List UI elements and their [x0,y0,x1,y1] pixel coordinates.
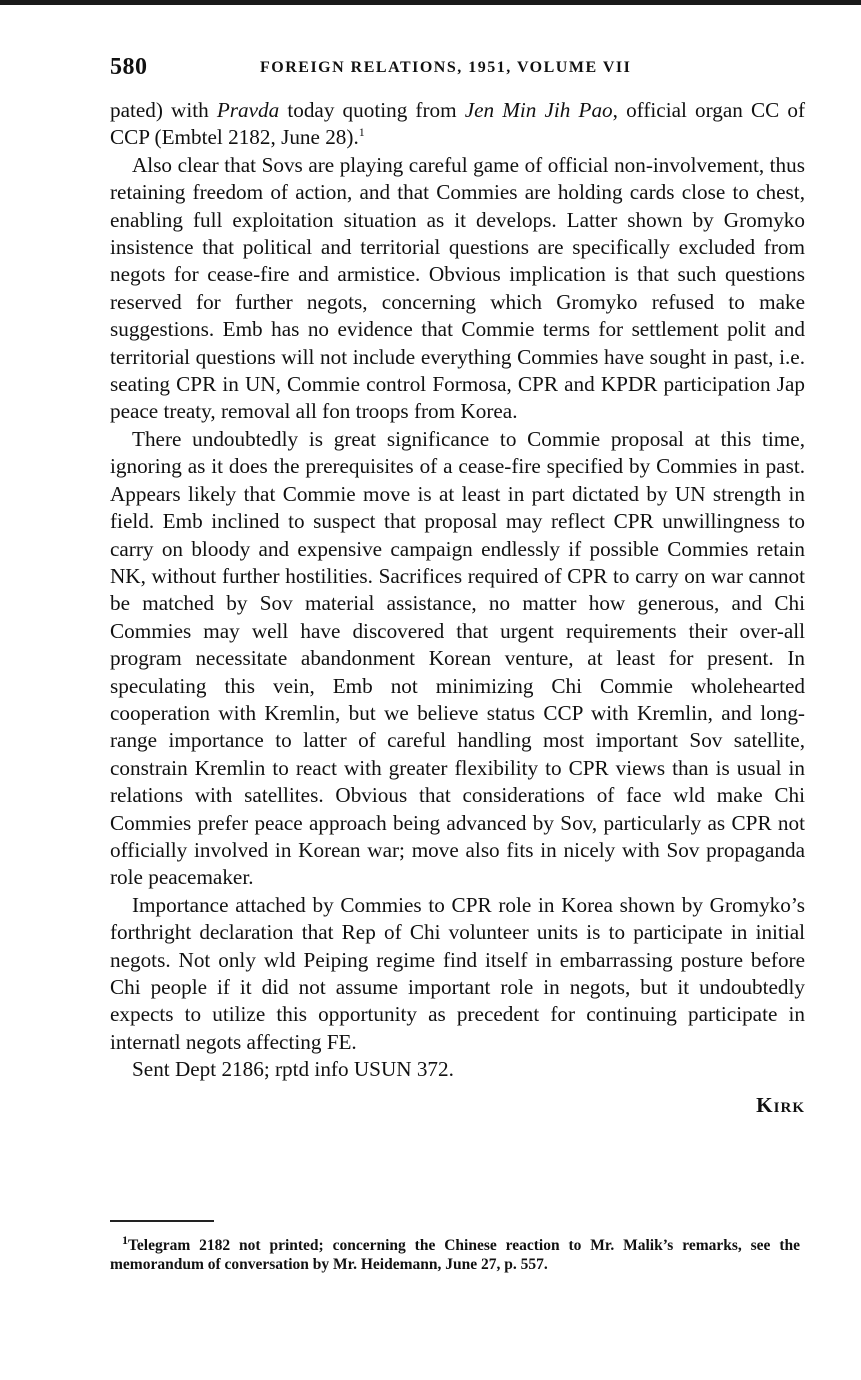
footnote-rule [110,1220,214,1222]
page-number: 580 [110,54,148,80]
running-title: FOREIGN RELATIONS, 1951, VOLUME VII [260,59,632,76]
signature: Kirk [756,1092,805,1117]
paragraph-4: Importance attached by Commies to CPR role in Korea shown by Gromyko’s forthright declaration that Rep of Chi volunteer units is to participate in initial negots. Not only wld Peiping regime find itself in embarrassing posture before Chi people if it did not assume important role in negots, but it undoubtedly expects to utilize this opportunity as precedent for continuing participate in internatl negots affecting FE. [110,892,805,1054]
scan-top-border [0,0,861,5]
footnote-marker: 1 [122,1232,128,1247]
footnote [110,1232,800,1274]
italic-pravda: Pravda [216,98,280,122]
paragraph-1: pated) with Pravda today quoting from Jen Min Jih Pao, official organ CC of CCP (Embtel 2182, June 28).$^1$ [110,98,806,150]
page-header [110,54,805,84]
paragraph-5: Sent Dept 2186; rptd info USUN 372. [132,1057,454,1082]
document-body [110,97,805,1119]
italic-jen-min-jih-pao: Jen Min Jih Pao [464,98,613,122]
footnote-text: Telegram 2182 not printed; concerning the Chinese reaction to Mr. Malik’s remarks, see the memorandum of conversation by Mr. Heidemann, June 27, p. 557. [110,1237,800,1273]
footnote-reference: 1 [358,125,365,140]
paragraph-2: Also clear that Sovs are playing careful game of official non-involvement, thus retaining freedom of action, and that Commies are holding cards close to chest, enabling full exploitation situation as it develops. Latter shown by Gromyko insistence that political and territorial questions are specifically excluded from negots for cease-fire and armistice. Obvious implication is that such questions reserved for further negots, concerning which Gromyko refused to make suggestions. Emb has no evidence that Commie terms for settlement polit and territorial questions will not include everything Commies have sought in past, i.e. seating CPR in UN, Commie control Formosa, CPR and KPDR participation Jap peace treaty, removal all fon troops from Korea. [110,152,805,424]
paragraph-3: There undoubtedly is great significance to Commie proposal at this time, ignoring as it does the prerequisites of a cease-fire specified by Commies in past. Appears likely that Commie move is at least in part dictated by UN strength in field. Emb inclined to suspect that proposal may reflect CPR unwillingness to carry on bloody and expensive campaign endlessly if possible Commies retain NK, without further hostilities. Sacrifices required of CPR to carry on war cannot be matched by Sov material assistance, no matter how generous, and Chi Commies may well have discovered that urgent requirements their over-all program necessitate abandonment Korean venture, at least for present. In speculating this vein, Emb not minimizing Chi Commie wholehearted cooperation with Kremlin, but we believe status CCP with Kremlin, and long-range importance to latter of careful handling most important Sov satellite, constrain Kremlin to react with greater flexibility to CPR views than is usual in relations with satellites. Obvious that considerations of face wld make Chi Commies prefer peace approach being advanced by Sov, particularly as CPR not officially involved in Korean war; move also fits in nicely with Sov propaganda role peacemaker. [110,426,805,890]
